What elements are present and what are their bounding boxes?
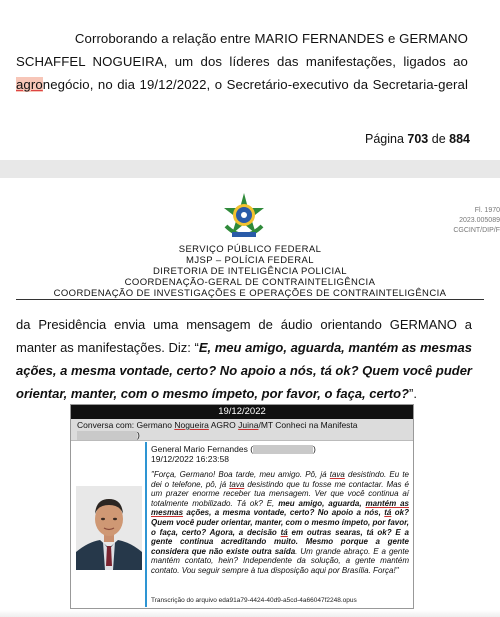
header-divider bbox=[16, 299, 484, 300]
paragraph-line-3 bbox=[16, 76, 468, 94]
page-separator bbox=[0, 160, 500, 178]
msg-segment: "Força, Germano! Boa tarde, meu amigo. Pô, já bbox=[151, 470, 330, 479]
text-line: negócio, no dia 19/12/2022, o Secretário-executivo da Secretaria-geral bbox=[42, 77, 468, 92]
msg-bold: em outras searas, tá ok? E a gente continua acreditando muito. Mesmo porque a gente considera que não existe outra saída bbox=[151, 527, 409, 556]
message-header bbox=[151, 444, 316, 464]
chat-message-box bbox=[70, 404, 414, 609]
paragraph-line-2 bbox=[16, 53, 468, 71]
page-label: Página bbox=[364, 132, 404, 146]
paragraph-end: ”. bbox=[409, 386, 417, 401]
body-paragraph bbox=[16, 313, 472, 405]
msg-bold-underlined: mantém as mesmas bbox=[151, 498, 410, 518]
header-line-2: MJSP – POLÍCIA FEDERAL bbox=[186, 255, 314, 266]
conversation-label: Conversa com: Germano bbox=[77, 420, 175, 430]
redacted-number bbox=[253, 445, 313, 454]
message-timestamp: 19/12/2022 16:23:58 bbox=[151, 454, 229, 465]
msg-segment: desistindo. Eu te dei o telefone, pô, já bbox=[151, 470, 409, 489]
paragraph-text: da Presidência envia uma mensagem de áudio orientando GERMANO a manter as manifestações. Diz: “ bbox=[16, 317, 472, 355]
paragraph-line-1 bbox=[16, 30, 468, 48]
msg-bold: ações, a mesma vontade, certo? No apoio a nós, bbox=[183, 508, 385, 518]
header-line-4: COORDENAÇÃO-GERAL DE CONTRAINTELIGÊNCIA bbox=[124, 277, 376, 288]
msg-bold: meu amigo, aguarda, bbox=[278, 498, 366, 508]
brazil-coat-of-arms-icon bbox=[218, 192, 270, 244]
page-current: 703 bbox=[407, 132, 429, 146]
contact-note: /MT Conheci na Manifesta bbox=[258, 420, 358, 430]
sender-end: ) bbox=[313, 444, 316, 454]
transcription-reference: Transcrição do arquivo eda91a79-4424-40d9-a5cd-4a66047f2248.opus bbox=[151, 597, 357, 604]
avatar bbox=[76, 486, 142, 570]
text-line: SCHAFFEL NOGUEIRA, um dos líderes das manifestações, ligados ao bbox=[16, 54, 468, 69]
sender-name: General Mario Fernandes ( bbox=[151, 444, 254, 454]
msg-underlined: tava bbox=[329, 470, 345, 479]
text-line: Corroborando a relação entre MARIO FERNANDES e GERMANO bbox=[74, 31, 468, 46]
previous-page bbox=[0, 0, 500, 160]
msg-underlined: tava bbox=[229, 479, 245, 489]
folio-number: Fl. 1970 bbox=[474, 207, 500, 214]
page-of: de bbox=[431, 132, 446, 146]
message-column bbox=[145, 442, 413, 607]
page-bottom-edge bbox=[0, 610, 500, 617]
msg-bold: ok? Quem você puder orientar, manter, com o mesmo ímpeto, por favor, o faça, certo? Agora, a decisão bbox=[151, 508, 410, 537]
quoted-text: E, meu amigo, aguarda, mantém as mesmas ações, a mesma vontade, certo? No apoio a nós, tá ok? Quem você puder orientar, manter, com o mesmo ímpeto, por favor, o faça, certo? bbox=[16, 340, 472, 401]
redacted-phone bbox=[77, 431, 137, 440]
highlighted-word: agro bbox=[16, 77, 43, 92]
unit-code: CGCINT/DIP/F bbox=[453, 227, 500, 234]
msg-bold-underlined: tá bbox=[384, 508, 392, 518]
conversation-end: ) bbox=[137, 430, 140, 440]
contact-city: Juina bbox=[238, 420, 259, 430]
header-line-5: COORDENAÇÃO DE INVESTIGAÇÕES E OPERAÇÕES DE CONTRAINTELIGÊNCIA bbox=[53, 288, 447, 299]
msg-segment: desistindo que tu fosse me contactar. Mas é um prazer enorme receber tua mensagem. Ver que você continua aí totalmente mobilizado. Tá ok? E, bbox=[151, 479, 410, 508]
conversation-header bbox=[71, 419, 413, 441]
process-number: 2023.005089 bbox=[459, 217, 500, 224]
header-line-1: SERVIÇO PÚBLICO FEDERAL bbox=[178, 244, 322, 255]
sender-avatar-column bbox=[71, 442, 145, 607]
msg-segment: . Um grande abraço. E a gente mantém contato, hein? Independente da solução, a gente mantém contato. Vou seguir sempre à tua disposição aqui por Brasília. Força!" bbox=[151, 546, 409, 575]
header-line-3: DIRETORIA DE INTELIGÊNCIA POLICIAL bbox=[153, 266, 347, 277]
page-number bbox=[365, 132, 470, 146]
contact-name: Nogueira bbox=[174, 420, 209, 430]
contact-tag: AGRO bbox=[208, 420, 239, 430]
folio-stamp bbox=[453, 206, 500, 236]
msg-bold-underlined: tá bbox=[280, 527, 288, 537]
chat-date: 19/12/2022 bbox=[71, 405, 413, 419]
page-total: 884 bbox=[449, 132, 470, 146]
message-text bbox=[151, 470, 409, 576]
